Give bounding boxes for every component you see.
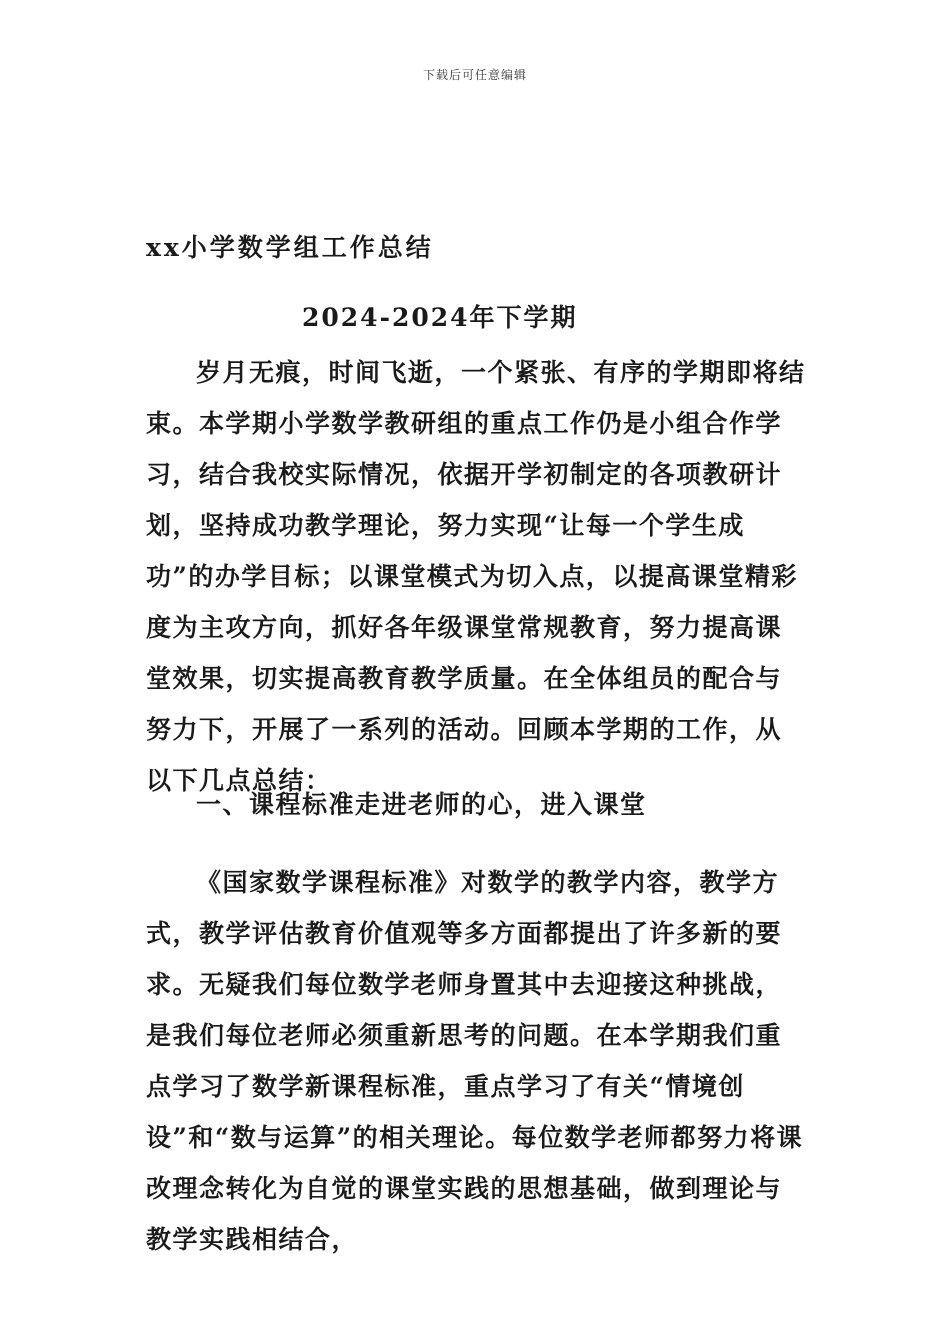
section-1-paragraph: 《国家数学课程标准》对数学的教学内容，教学方式，教学评估教育价值观等多方面都提出了许多新的要求。无疑我们每位数学老师身置其中去迎接这种挑战，是我们每位老师必须重新思考的问题。在本学期我们重点学习了数学新课程标准，重点学习了有关“情境创设”和“数与运算”的相关理论。每位数学老师都努力将课改理念转化为自觉的课堂实践的思想基础，做到理论与教学实践相结合， xyxy=(146,868,804,1254)
section-heading-1: 一、课程标准走进老师的心，进入课堂 xyxy=(196,790,647,819)
document-subtitle: 2024-2024年下学期 xyxy=(302,303,578,332)
page-header: 下载后可任意编辑 xyxy=(422,68,527,82)
intro-paragraph: 岁月无痕，时间飞逝，一个紧张、有序的学期即将结束。本学期小学数学教研组的重点工作仍是小组合作学习，结合我校实际情况，依据开学初制定的各项教研计划，坚持成功教学理论，努力实现“让每一个学生成功”的办学目标；以课堂模式为切入点，以提高课堂精彩度为主攻方向，抓好各年级课堂常规教育，努力提高课堂效果，切实提高教育教学质量。在全体组员的配合与努力下，开展了一系列的活动。回顾本学期的工作，从以下几点总结： xyxy=(146,358,806,795)
document-title: xx小学数学组工作总结 xyxy=(146,233,434,262)
